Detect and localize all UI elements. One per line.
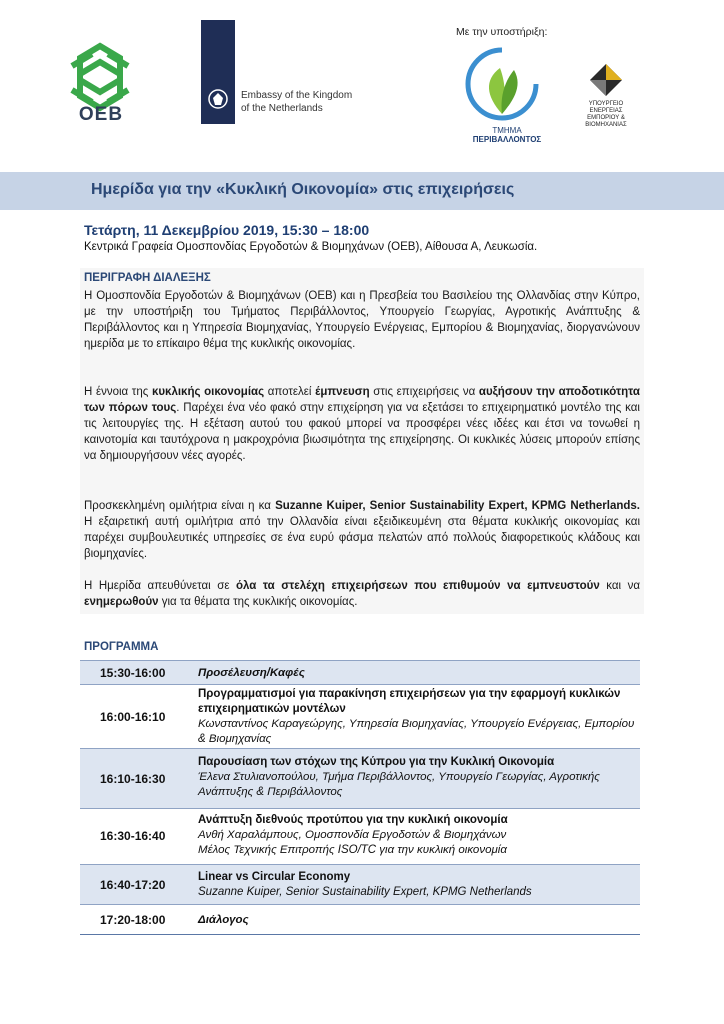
program-speaker-role: Μέλος Τεχνικής Επιτροπής ISO/TC για την κυκλική οικονομία	[198, 844, 507, 856]
description-paragraph-1: Η Ομοσπονδία Εργοδοτών & Βιομηχάνων (ΟΕΒ) και η Πρεσβεία του Βασιλείου της Ολλανδίας στην Κύπρο, με την υποστήριξη του Τμήματος Περιβάλλοντος, Υπουργείο Γεωργίας, Αγροτικής Ανάπτυξης & Περιβάλλοντος και η Υπηρεσία Βιομηχανίας, Υπουργείο Ενέργειας, Εμπορίου & Βιομηχανίας, διοργανώνουν ημερίδα με το επίκαιρο θέμα της κυκλικής οικονομίας.	[84, 290, 640, 350]
page-title: Ημερίδα για την «Κυκλική Οικονομία» στις επιχειρήσεις	[91, 181, 515, 198]
program-bottom-rule	[80, 934, 640, 935]
netherlands-crest-icon	[205, 86, 231, 112]
program-time: 16:40-17:20	[100, 878, 166, 892]
oeb-logo-text: OEB	[78, 104, 124, 125]
description-paragraph-2: Η έννοια της κυκλικής οικονομίας αποτελεί έμπνευση στις επιχειρήσεις να αυξήσουν την αποδοτικότητα των πόρων τους. Παρέχει ένα νέο φακό στην επιχείρηση για να εξετάσει το επιχειρηματικό μοντέλο της και τις λειτουργίες της. Η εξέταση αυτού του φακού μπορεί να προσφέρει νέες ιδέες και έτσι να τονωθεί η καινοτομία και ταυτόχρονα η μακροχρόνια βιωσιμότητα της επιχείρησης. Οι κυκλικές λύσεις μπορούν επίσης να δημιουργήσουν νέες αγορές.	[84, 386, 640, 462]
program-title: Προσέλευση/Καφές	[198, 667, 305, 679]
ministry-logo-icon	[588, 62, 624, 98]
program-speaker: Suzanne Kuiper, Senior Sustainability Expert, KPMG Netherlands	[198, 886, 532, 898]
program-row	[80, 748, 640, 809]
program-time: 16:00-16:10	[100, 710, 166, 724]
program-time: 15:30-16:00	[100, 666, 166, 680]
ministry-caption: ΥΠΟΥΡΓΕΙΟ ΕΝΕΡΓΕΙΑΣ ΕΜΠΟΡΙΟΥ & ΒΙΟΜΗΧΑΝΙΑΣ	[585, 101, 627, 128]
program-row	[80, 904, 640, 935]
program-row	[80, 808, 640, 865]
program-speaker: Κωνσταντίνος Καραγεώργης, Υπηρεσία Βιομηχανίας, Υπουργείο Ενέργειας, Εμπορίου & Βιομηχανίας	[198, 718, 635, 745]
description-heading: ΠΕΡΙΓΡΑΦΗ ΔΙΑΛΕΞΗΣ	[84, 272, 211, 284]
event-date: Τετάρτη, 11 Δεκεμβρίου 2019, 15:30 – 18:00	[84, 222, 370, 238]
program-title: Ανάπτυξη διεθνούς προτύπου για την κυκλική οικονομία	[198, 814, 508, 826]
program-speaker: Έλενα Στυλιανοπούλου, Τμήμα Περιβάλλοντος, Υπουργείο Γεωργίας, Αγροτικής Ανάπτυξης & Περιβάλλοντος	[198, 771, 600, 798]
program-title: Προγραμματισμοί για παρακίνηση επιχειρήσεων για την εφαρμογή κυκλικών επιχειρηματικών μοντέλων	[198, 688, 621, 715]
program-row	[80, 684, 640, 749]
program-title: Διάλογος	[198, 914, 249, 926]
environment-department-caption: ΤΜΗΜΑ ΠΕΡΙΒΑΛΛΟΝΤΟΣ	[472, 126, 542, 144]
program-title: Παρουσίαση των στόχων της Κύπρου για την Κυκλική Οικονομία	[198, 756, 555, 768]
program-title: Linear vs Circular Economy	[198, 871, 351, 883]
program-time: 16:30-16:40	[100, 829, 166, 843]
program-time: 17:20-18:00	[100, 913, 166, 927]
environment-department-logo-icon	[456, 44, 548, 128]
program-speaker: Ανθή Χαραλάμπους, Ομοσπονδία Εργοδοτών & Βιομηχάνων	[198, 829, 507, 841]
description-paragraph-4: Η Ημερίδα απευθύνεται σε όλα τα στελέχη επιχειρήσεων που επιθυμούν να εμπνευστούν και να ενημερωθούν για τα θέματα της κυκλικής οικονομίας.	[84, 580, 640, 608]
embassy-text: Embassy of the Kingdom of the Netherlands	[241, 90, 353, 114]
program-row	[80, 660, 640, 685]
support-label: Με την υποστήριξη:	[456, 26, 548, 38]
program-heading: ΠΡΟΓΡΑΜΜΑ	[84, 641, 159, 653]
event-venue: Κεντρικά Γραφεία Ομοσπονδίας Εργοδοτών & Βιομηχάνων (ΟΕΒ), Αίθουσα Α, Λευκωσία.	[84, 241, 538, 253]
program-time: 16:10-16:30	[100, 772, 166, 786]
program-row	[80, 864, 640, 905]
description-paragraph-3: Προσκεκλημένη ομιλήτρια είναι η κα Suzanne Kuiper, Senior Sustainability Expert, KPMG Netherlands. Η εξαιρετική αυτή ομιλήτρια από την Ολλανδία είναι εξειδικευμένη στα θέματα κυκλικής οικονομίας και παρέχει συμβουλευτικές υπηρεσίες σε ένα ευρύ φάσμα πελατών από πολλούς διαφορετικούς κλάδους και βιομηχανίες.	[84, 500, 640, 560]
